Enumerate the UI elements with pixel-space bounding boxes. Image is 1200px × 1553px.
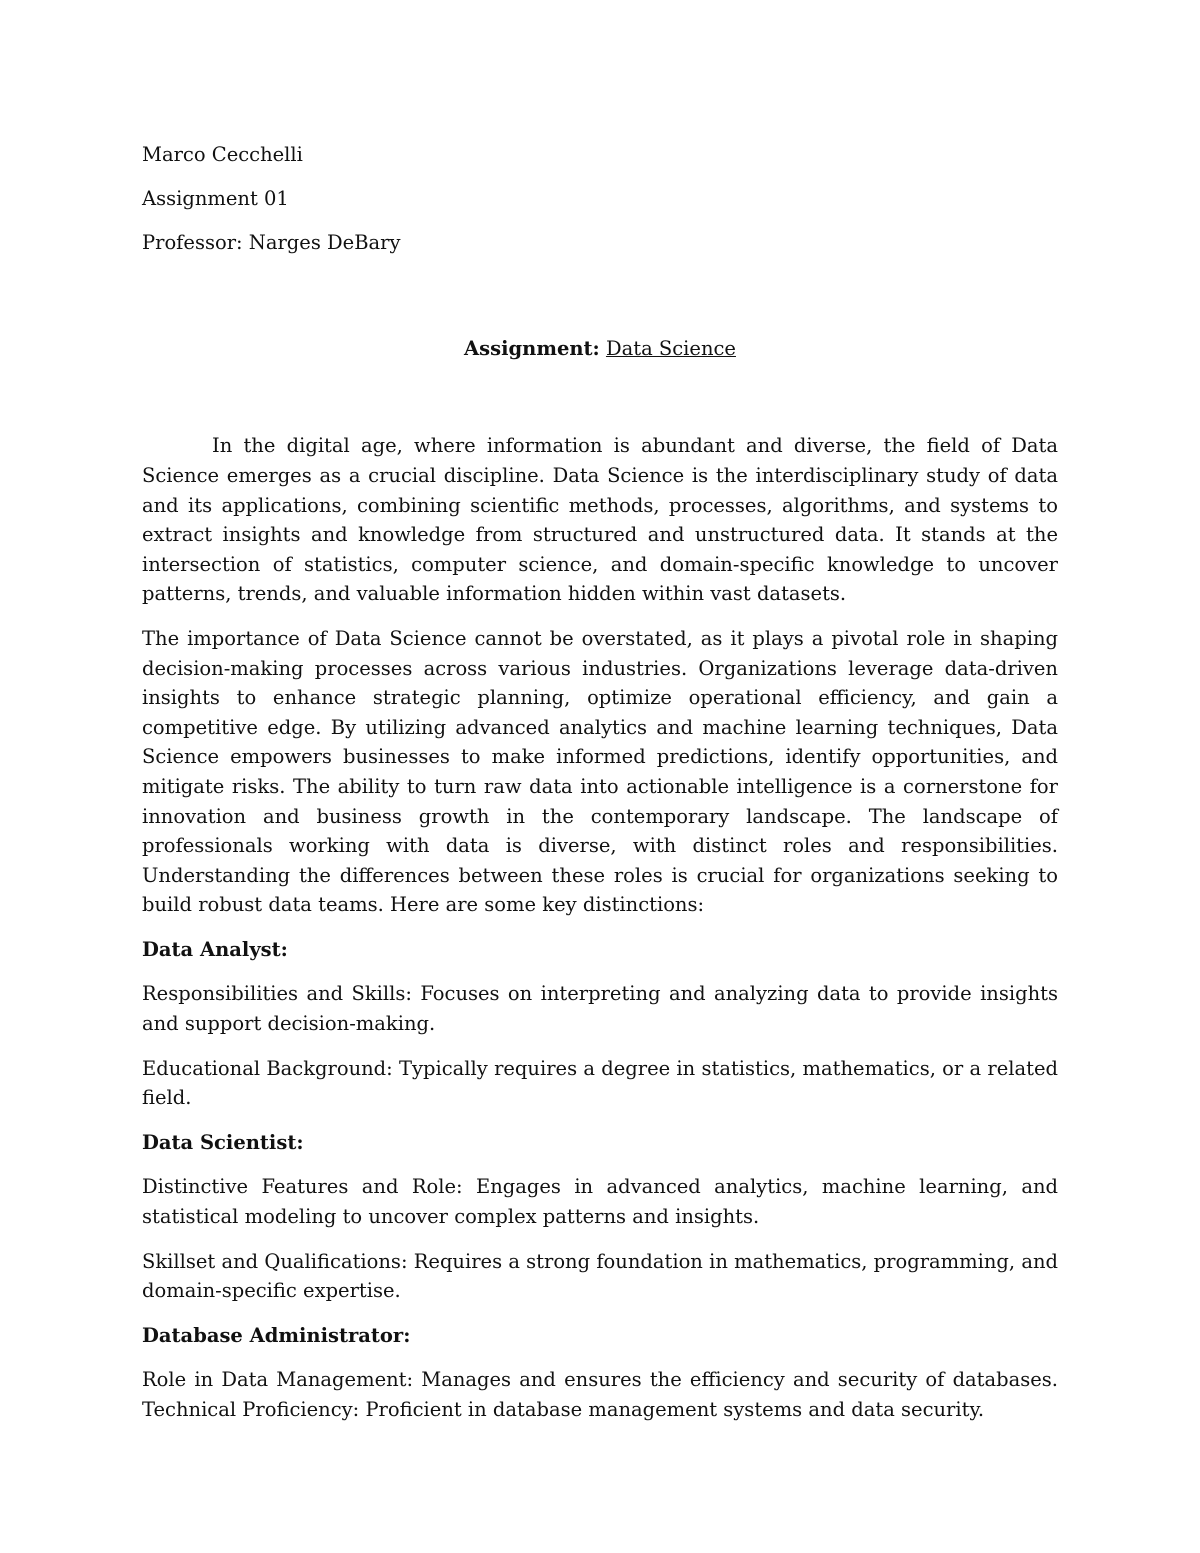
data-analyst-education: Educational Background: Typically requires a degree in statistics, mathematics, or a related field. (142, 1056, 1058, 1110)
title-label: Assignment: (464, 336, 600, 360)
dba-management: Role in Data Management: Manages and ensures the efficiency and security of databases. (142, 1368, 1058, 1392)
importance-paragraph: The importance of Data Science cannot be overstated, as it plays a pivotal role in shaping decision-making processes across various industries. Organizations leverage data-driven insights to enhance strategic planning, optimize operational efficiency, and gain a competitive edge. By utilizing advanced analytics and machine learning techniques, Data Science empowers businesses to make informed predictions, identify opportunities, and mitigate risks. The ability to turn raw data into actionable intelligence is a cornerstone for innovation and business growth in the contemporary landscape. The landscape of professionals working with data is diverse, with distinct roles and responsibilities. Understanding the differences between these roles is crucial for organizations seeking to build robust data teams. Here are some key distinctions: (142, 626, 1058, 917)
assignment-number: Assignment 01 (142, 187, 289, 211)
data-scientist-features: Distinctive Features and Role: Engages in advanced analytics, machine learning, and statistical modeling to uncover complex patterns and insights. (142, 1175, 1058, 1229)
author-name: Marco Cecchelli (142, 143, 303, 166)
professor-name: Professor: Narges DeBary (142, 231, 401, 255)
data-scientist-heading: Data Scientist: (142, 1130, 304, 1154)
document-title (142, 334, 1058, 364)
data-analyst-heading: Data Analyst: (142, 937, 288, 961)
title-value: Data Science (605, 336, 736, 360)
data-scientist-skillset: Skillset and Qualifications: Requires a strong foundation in mathematics, programming, and domain-specific expertise. (142, 1249, 1058, 1303)
database-administrator-heading: Database Administrator: (142, 1323, 411, 1347)
data-analyst-responsibilities: Responsibilities and Skills: Focuses on interpreting and analyzing data to provide insights and support decision-making. (142, 982, 1058, 1036)
document-page (142, 140, 1058, 1440)
dba-proficiency: Technical Proficiency: Proficient in database management systems and data security. (142, 1398, 985, 1421)
database-administrator-details (142, 1365, 1058, 1424)
intro-paragraph: In the digital age, where information is abundant and diverse, the field of Data Science emerges as a crucial discipline. Data Science is the interdisciplinary study of data and its applications, combining scientific methods, processes, algorithms, and systems to extract insights and knowledge from structured and unstructured data. It stands at the intersection of statistics, computer science, and domain-specific knowledge to uncover patterns, trends, and valuable information hidden within vast datasets. (142, 434, 1058, 606)
